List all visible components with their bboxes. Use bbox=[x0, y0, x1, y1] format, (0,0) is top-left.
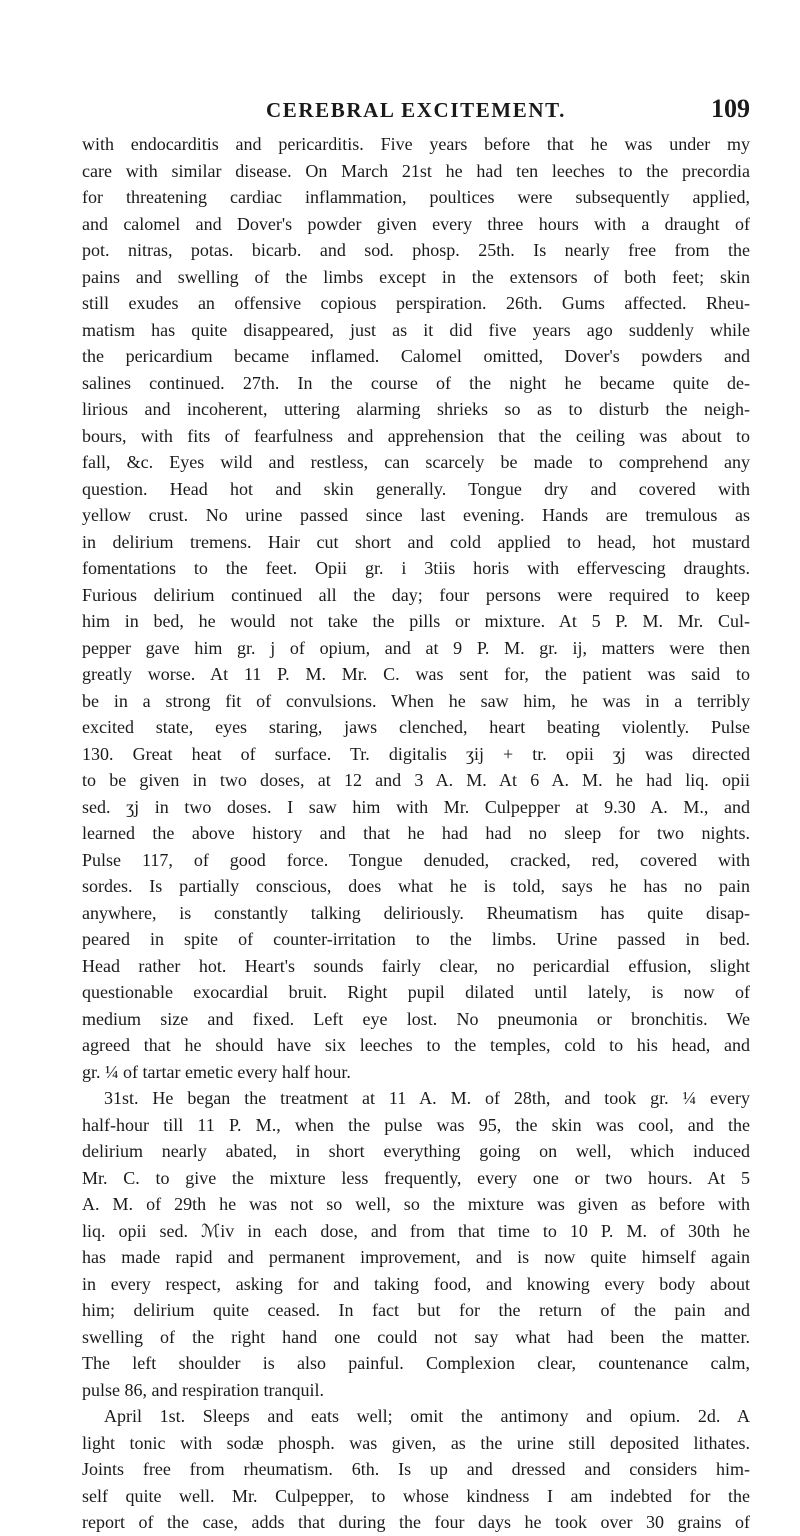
text-line: be in a strong fit of convulsions. When he saw him, he was in a terribly bbox=[82, 690, 750, 711]
text-line: Furious delirium continued all the day; four persons were required to keep bbox=[82, 584, 750, 605]
text-line: pulse 86, and respiration tranquil. bbox=[82, 1379, 324, 1400]
text-line: Head rather hot. Heart's sounds fairly clear, no pericardial effusion, slight bbox=[82, 955, 750, 976]
text-line: greatly worse. At 11 P. M. Mr. C. was sent for, the patient was said to bbox=[82, 664, 750, 684]
text-line: in delirium tremens. Hair cut short and cold applied to head, hot mustard bbox=[82, 531, 750, 552]
text-line: question. Head hot and skin generally. Tongue dry and covered with bbox=[82, 478, 750, 499]
text-line: salines continued. 27th. In the course of the night he became quite de- bbox=[82, 372, 750, 393]
text-line: agreed that he should have six leeches to the temples, cold to his head, and bbox=[82, 1035, 750, 1055]
text-line: anywhere, is constantly talking deliriously. Rheumatism has quite disap- bbox=[82, 902, 750, 923]
body-text bbox=[82, 131, 750, 1536]
text-line: 130. Great heat of surface. Tr. digitalis ʒij + tr. opii ʒj was directed bbox=[82, 743, 750, 764]
text-line: for threatening cardiac inflammation, poultices were subsequently applied, bbox=[82, 187, 750, 207]
text-line: gr. ¼ of tartar emetic every half hour. bbox=[82, 1061, 351, 1082]
text-line: still exudes an offensive copious perspiration. 26th. Gums affected. Rheu- bbox=[82, 293, 750, 313]
text-line: has made rapid and permanent improvement, and is now quite himself again bbox=[82, 1247, 750, 1267]
text-line: The left shoulder is also painful. Complexion clear, countenance calm, bbox=[82, 1353, 750, 1373]
text-line: Mr. C. to give the mixture less frequently, every one or two hours. At 5 bbox=[82, 1167, 750, 1188]
text-line: medium size and fixed. Left eye lost. No pneumonia or bronchitis. We bbox=[82, 1008, 750, 1029]
text-line: lirious and incoherent, uttering alarming shrieks so as to disturb the neigh- bbox=[82, 399, 750, 419]
running-title: CEREBRAL EXCITEMENT. bbox=[266, 98, 566, 122]
text-line: in every respect, asking for and taking food, and knowing every body about bbox=[82, 1273, 750, 1294]
text-line: excited state, eyes staring, jaws clenched, heart beating violently. Pulse bbox=[82, 717, 750, 737]
text-line: sordes. Is partially conscious, does what he is told, says he has no pain bbox=[82, 876, 750, 896]
text-line: A. M. of 29th he was not so well, so the mixture was given as before with bbox=[82, 1194, 750, 1214]
text-line: matism has quite disappeared, just as it did five years ago suddenly while bbox=[82, 319, 750, 340]
text-line: and calomel and Dover's powder given every three hours with a draught of bbox=[82, 213, 750, 234]
text-line: fall, &c. Eyes wild and restless, can scarcely be made to comprehend any bbox=[82, 452, 750, 472]
text-line: questionable exocardial bruit. Right pupil dilated until lately, is now of bbox=[82, 982, 750, 1002]
text-line: him in bed, he would not take the pills or mixture. At 5 P. M. Mr. Cul- bbox=[82, 611, 750, 631]
text-line: pot. nitras, potas. bicarb. and sod. phosp. 25th. Is nearly free from the bbox=[82, 240, 750, 260]
text-line: delirium nearly abated, in short everything going on well, which induced bbox=[82, 1141, 750, 1161]
text-line: 31st. He began the treatment at 11 A. M. of 28th, and took gr. ¼ every bbox=[104, 1088, 750, 1108]
text-line: him; delirium quite ceased. In fact but for the return of the pain and bbox=[82, 1300, 750, 1320]
text-line: swelling of the right hand one could not say what had been the matter. bbox=[82, 1326, 750, 1347]
running-head bbox=[82, 96, 750, 128]
text-line: pepper gave him gr. j of opium, and at 9 P. M. gr. ij, matters were then bbox=[82, 637, 750, 658]
text-line: learned the above history and that he had had no sleep for two nights. bbox=[82, 823, 750, 843]
text-line: Pulse 117, of good force. Tongue denuded, cracked, red, covered with bbox=[82, 849, 750, 870]
text-line: self quite well. Mr. Culpepper, to whose kindness I am indebted for the bbox=[82, 1485, 750, 1506]
text-line: peared in spite of counter-irritation to the limbs. Urine passed in bed. bbox=[82, 929, 750, 949]
text-line: fomentations to the feet. Opii gr. i 3tiis horis with effervescing draughts. bbox=[82, 558, 750, 578]
page-number: 109 bbox=[711, 94, 750, 123]
text-line: liq. opii sed. ℳiv in each dose, and from that time to 10 P. M. of 30th he bbox=[82, 1220, 750, 1241]
text-line: light tonic with sodæ phosph. was given, as the urine still deposited lithates. bbox=[82, 1432, 750, 1453]
text-line: the pericardium became inflamed. Calomel omitted, Dover's powders and bbox=[82, 346, 750, 366]
text-line: with endocarditis and pericarditis. Five years before that he was under my bbox=[82, 134, 750, 154]
text-line: care with similar disease. On March 21st he had ten leeches to the precordia bbox=[82, 160, 750, 181]
text-line: Joints free from rheumatism. 6th. Is up and dressed and considers him- bbox=[82, 1459, 750, 1479]
text-line: half-hour till 11 P. M., when the pulse was 95, the skin was cool, and the bbox=[82, 1114, 750, 1135]
text-line: bours, with fits of fearfulness and apprehension that the ceiling was about to bbox=[82, 425, 750, 446]
text-line: report of the case, adds that during the four days he took over 30 grains of bbox=[82, 1512, 750, 1532]
text-line: April 1st. Sleeps and eats well; omit the antimony and opium. 2d. A bbox=[104, 1406, 750, 1426]
text-line: yellow crust. No urine passed since last evening. Hands are tremulous as bbox=[82, 505, 750, 525]
text-line: sed. ʒj in two doses. I saw him with Mr. Culpepper at 9.30 A. M., and bbox=[82, 796, 750, 817]
text-line: pains and swelling of the limbs except in the extensors of both feet; skin bbox=[82, 266, 750, 287]
text-line: to be given in two doses, at 12 and 3 A. M. At 6 A. M. he had liq. opii bbox=[82, 770, 750, 790]
